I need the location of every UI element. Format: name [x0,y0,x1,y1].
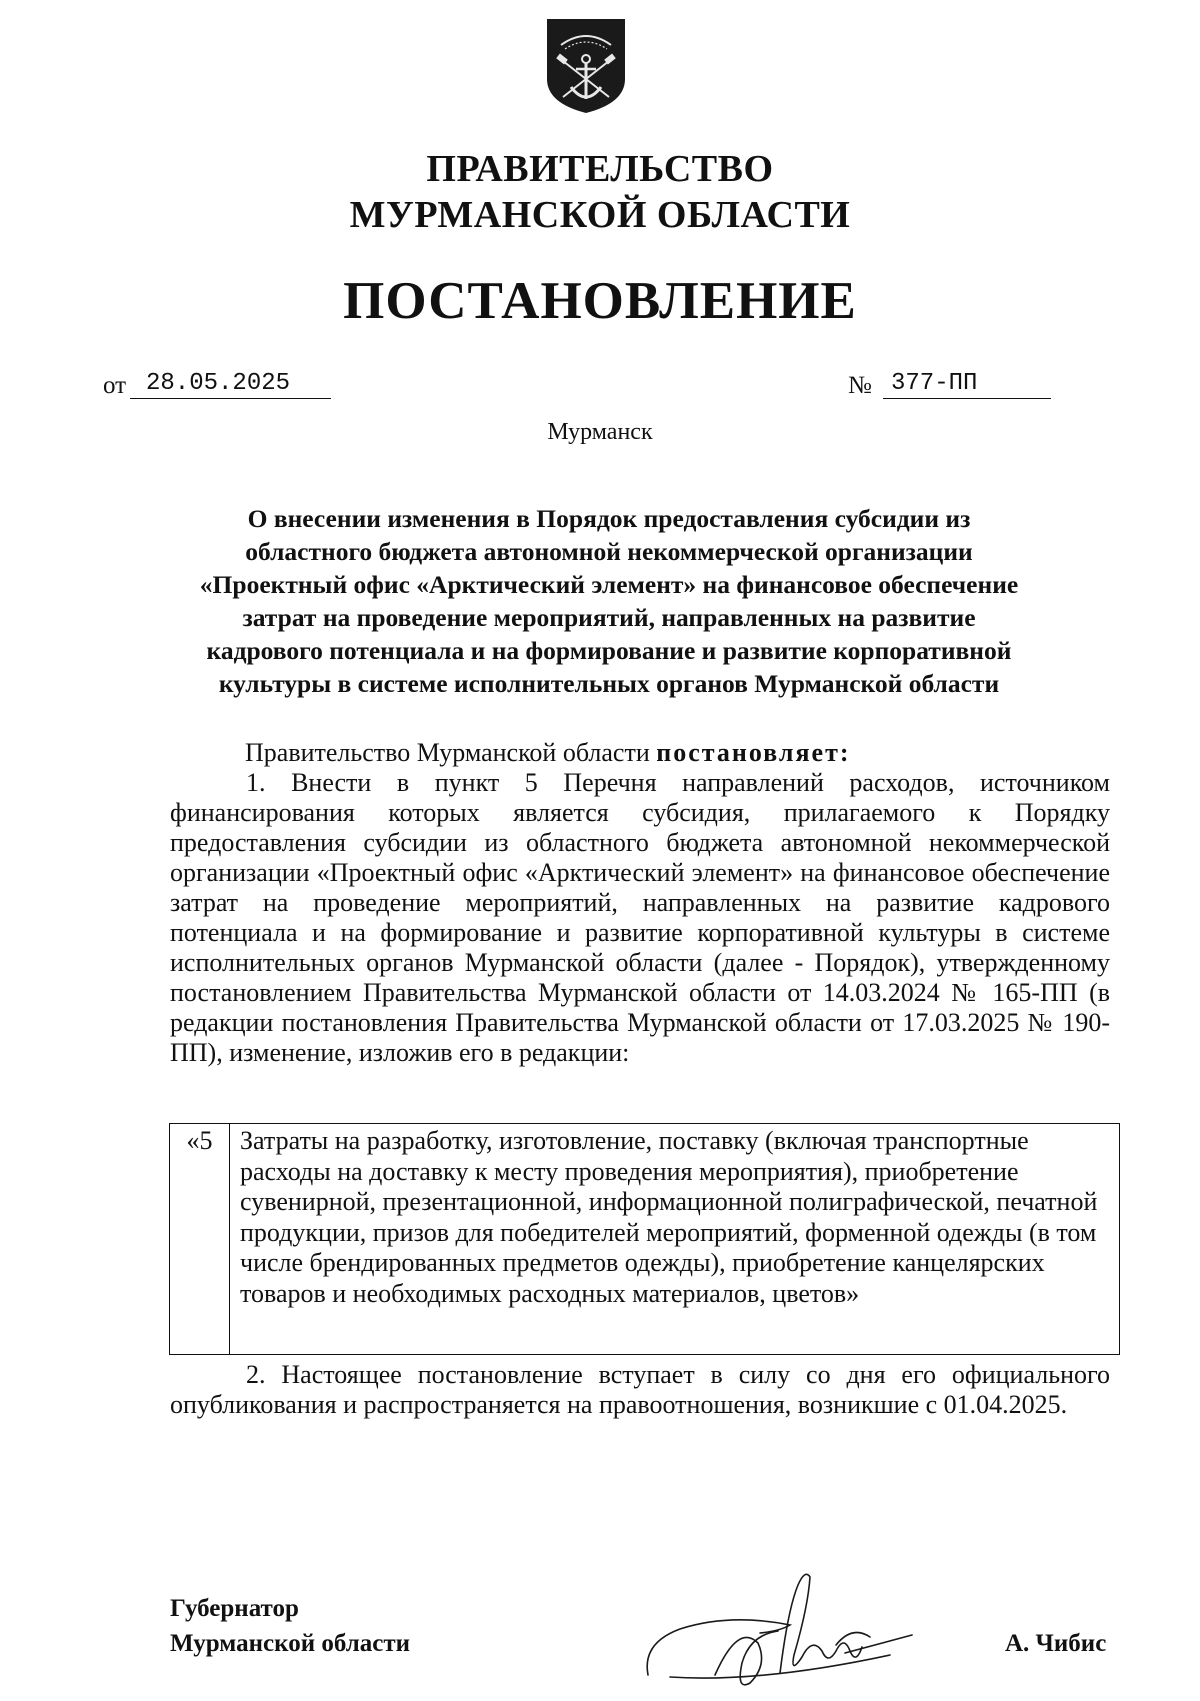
amendment-number: «5 [170,1124,230,1354]
signatory-name: А. Чибис [1005,1630,1107,1657]
title-line: культуры в системе исполнительных органов Мурманской области [218,669,1000,698]
signatory-position-line2: Мурманской области [170,1630,411,1657]
title-line: областного бюджета автономной некоммерческой организации [245,537,973,566]
title-line: «Проектный офис «Арктический элемент» на финансовое обеспечение [199,570,1019,599]
amendment-text: Затраты на разработку, изготовление, поставку (включая транспортные расходы на доставку к месту проведения мероприятия), приобретение сувенирной, презентационной, информационной полиграфической, печатной продукции, призов для победителей мероприятий, форменной одежды (в том числе брендированных предметов одежды), приобретение канцелярских товаров и необходимых расходных материалов, цветов» [240,1126,1098,1308]
paragraph-2: 2. Настоящее постановление вступает в силу со дня его официального опубликования и распространяется на правоотношения, возникшие с 01.04.2025. [170,1360,1110,1419]
organization-name-line1: ПРАВИТЕЛЬСТВО [426,148,774,190]
document-title [168,502,1050,700]
city: Мурманск [547,419,653,445]
intro-line [245,738,851,768]
date-prefix: от [103,372,127,399]
title-line: затрат на проведение мероприятий, направленных на развитие [242,603,976,632]
document-number: 377-ПП [883,370,1051,399]
document-date: 28.05.2025 [130,370,331,399]
amendment-table [169,1123,1120,1355]
paragraph-1: 1. Внести в пункт 5 Перечня направлений расходов, источником финансирования которых является субсидия, прилагаемого к Порядку предоставления субсидии из областного бюджета автономной некоммерческой организации «Проектный офис «Арктический элемент» на финансовое обеспечение затрат на проведение мероприятий, направленных на развитие кадрового потенциала и на формирование и развитие корпоративной культуры в системе исполнительных органов Мурманской области (далее - Порядок), утвержденному постановлением Правительства Мурманской области от 14.03.2024 № 165-ПП (в редакции постановления Правительства Мурманской области от 17.03.2025 № 190-ПП), изменение, изложив его в редакции: [170,768,1110,1067]
intro-text: Правительство Мурманской области [245,738,650,767]
coat-of-arms-icon [543,15,629,115]
organization-name-line2: МУРМАНСКОЙ ОБЛАСТИ [349,194,851,236]
document-type: ПОСТАНОВЛЕНИЕ [343,272,857,330]
number-prefix: № [848,372,872,399]
title-line: О внесении изменения в Порядок предоставления субсидии из [247,504,971,533]
intro-emphasis: постановляет: [656,738,851,767]
signatory-position-line1: Губернатор [170,1595,299,1622]
handwritten-signature [640,1555,945,1700]
title-line: кадрового потенциала и на формирование и развитие корпоративной [206,636,1012,665]
